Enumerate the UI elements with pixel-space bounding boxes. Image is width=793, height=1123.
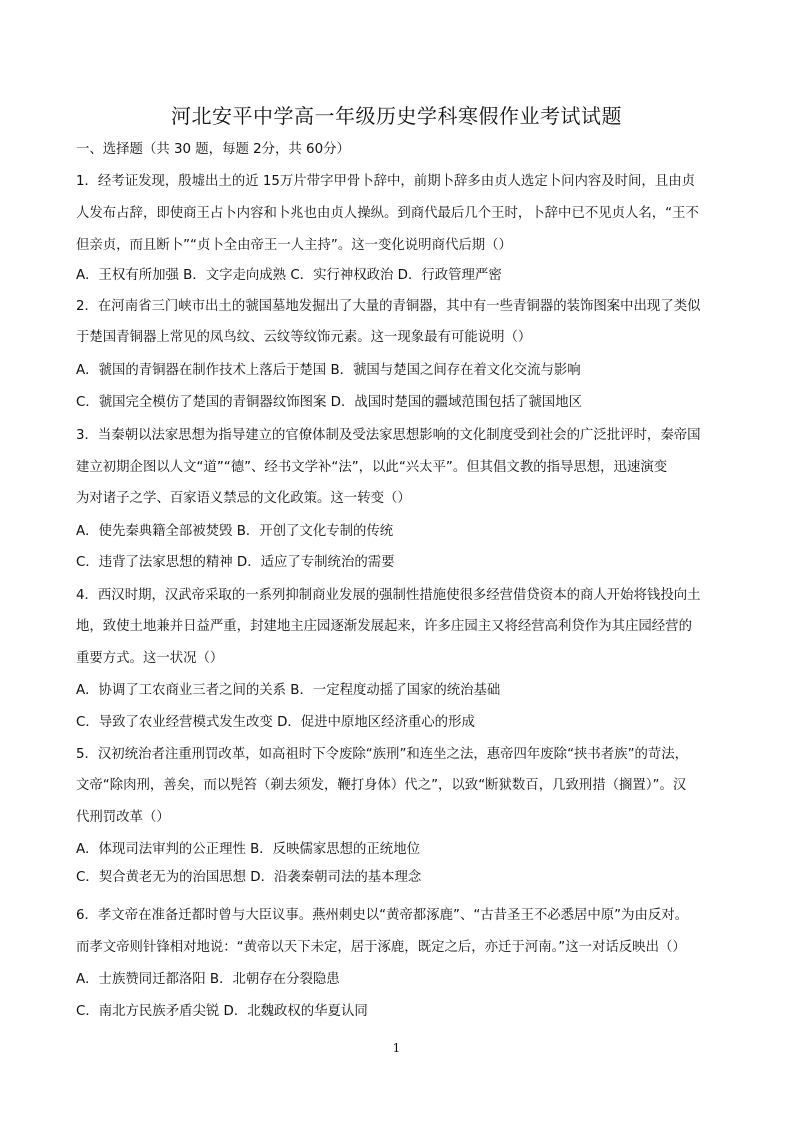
- question-3-stem-line-3: 为对诸子之学、百家语义禁忌的文化政策。这一转变（）: [76, 491, 411, 506]
- question-4-stem-line-3: 重要方式。这一状况（）: [76, 651, 224, 666]
- question-5-options-cd: C．契合黄老无为的治国思想 D．沿袭秦朝司法的基本理念: [76, 870, 422, 885]
- page-title: 河北安平中学高一年级历史学科寒假作业考试试题: [171, 104, 622, 128]
- question-1-stem-line-2: 人发布占辞，即使商王占卜内容和卜兆也由贞人操纵。到商代最后几个王时，卜辞中已不见贞人名，“王不: [76, 206, 699, 221]
- page-number: 1: [392, 1041, 401, 1055]
- question-3-options-ab: A．使先秦典籍全部被焚毁 B．开创了文化专制的传统: [76, 524, 394, 539]
- question-3-options-cd: C．违背了法家思想的精神 D．适应了专制统治的需要: [76, 555, 395, 570]
- question-1-options: A．王权有所加强 B．文字走向成熟 C．实行神权政治 D．行政管理严密: [76, 268, 502, 283]
- question-2-options-ab: A．虢国的青铜器在制作技术上落后于楚国 B．虢国与楚国之间存在着文化交流与影响: [76, 363, 581, 378]
- question-2-stem-line-2: 于楚国青铜器上常见的凤鸟纹、云纹等纹饰元素。这一现象最有可能说明（）: [76, 330, 532, 345]
- question-4-options-cd: C．导致了农业经营模式发生改变 D．促进中原地区经济重心的形成: [76, 715, 475, 730]
- question-3-stem-line-2: 建立初期企图以人文“道”“德”、经书文学补“法”，以此“兴太平”。但其倡文教的指导思想，迅速演变: [76, 460, 668, 475]
- question-4-stem-line-2: 地，致使土地兼并日益严重，封建地主庄园逐渐发展起来，许多庄园主又将经营高利贷作为其庄园经营的: [76, 619, 692, 634]
- question-6-stem-line-1: 6．孝文帝在准备迁都时曾与大臣议事。燕州刺史以“黄帝都涿鹿”、“古昔圣王不必悉居中原”为由反对。: [76, 908, 689, 923]
- section-header: 一、选择题（共 30 题，每题 2分，共 60分）: [76, 142, 350, 157]
- question-6-stem-line-2: 而孝文帝则针锋相对地说：“黄帝以天下未定，居于涿鹿，既定之后，亦迁于河南。”这一对话反映出（）: [76, 940, 686, 955]
- question-5-options-ab: A．体现司法审判的公正理性 B．反映儒家思想的正统地位: [76, 842, 420, 857]
- question-4-options-ab: A．协调了工农商业三者之间的关系 B．一定程度动摇了国家的统治基础: [76, 683, 501, 698]
- question-2-options-cd: C．虢国完全模仿了楚国的青铜器纹饰图案 D．战国时楚国的疆域范围包括了虢国地区: [76, 395, 582, 410]
- question-5-stem-line-1: 5．汉初统治者注重刑罚改革，如高祖时下令废除“族刑”和连坐之法，惠帝四年废除“挟书者族”的苛法，: [76, 747, 689, 762]
- question-4-stem-line-1: 4．西汉时期，汉武帝采取的一系列抑制商业发展的强制性措施使很多经营借贷资本的商人开始将钱投向土: [76, 588, 701, 603]
- question-5-stem-line-2: 文帝“除肉刑，善矣，而以髡笞（剃去须发，鞭打身体）代之”，以致“断狱数百，几致刑措（搁置）”。汉: [76, 778, 687, 793]
- question-5-stem-line-3: 代刑罚改革（）: [76, 810, 170, 825]
- question-6-options-cd: C．南北方民族矛盾尖锐 D．北魏政权的华夏认同: [76, 1004, 368, 1019]
- question-3-stem-line-1: 3．当秦朝以法家思想为指导建立的官僚体制及受法家思想影响的文化制度受到社会的广泛批评时，秦帝国: [76, 428, 701, 443]
- question-1-stem-line-1: 1．经考证发现，殷墟出土的近 15万片带字甲骨卜辞中，前期卜辞多由贞人选定卜问内容及时间，且由贞: [76, 174, 695, 189]
- question-6-options-ab: A．士族赞同迁都洛阳 B．北朝存在分裂隐患: [76, 972, 340, 987]
- question-2-stem-line-1: 2．在河南省三门峡市出土的虢国墓地发掘出了大量的青铜器，其中有一些青铜器的装饰图案中出现了类似: [76, 299, 701, 314]
- question-1-stem-line-3: 但亲贞，而且断卜”“贞卜全由帝王一人主持”。这一变化说明商代后期（）: [76, 238, 512, 253]
